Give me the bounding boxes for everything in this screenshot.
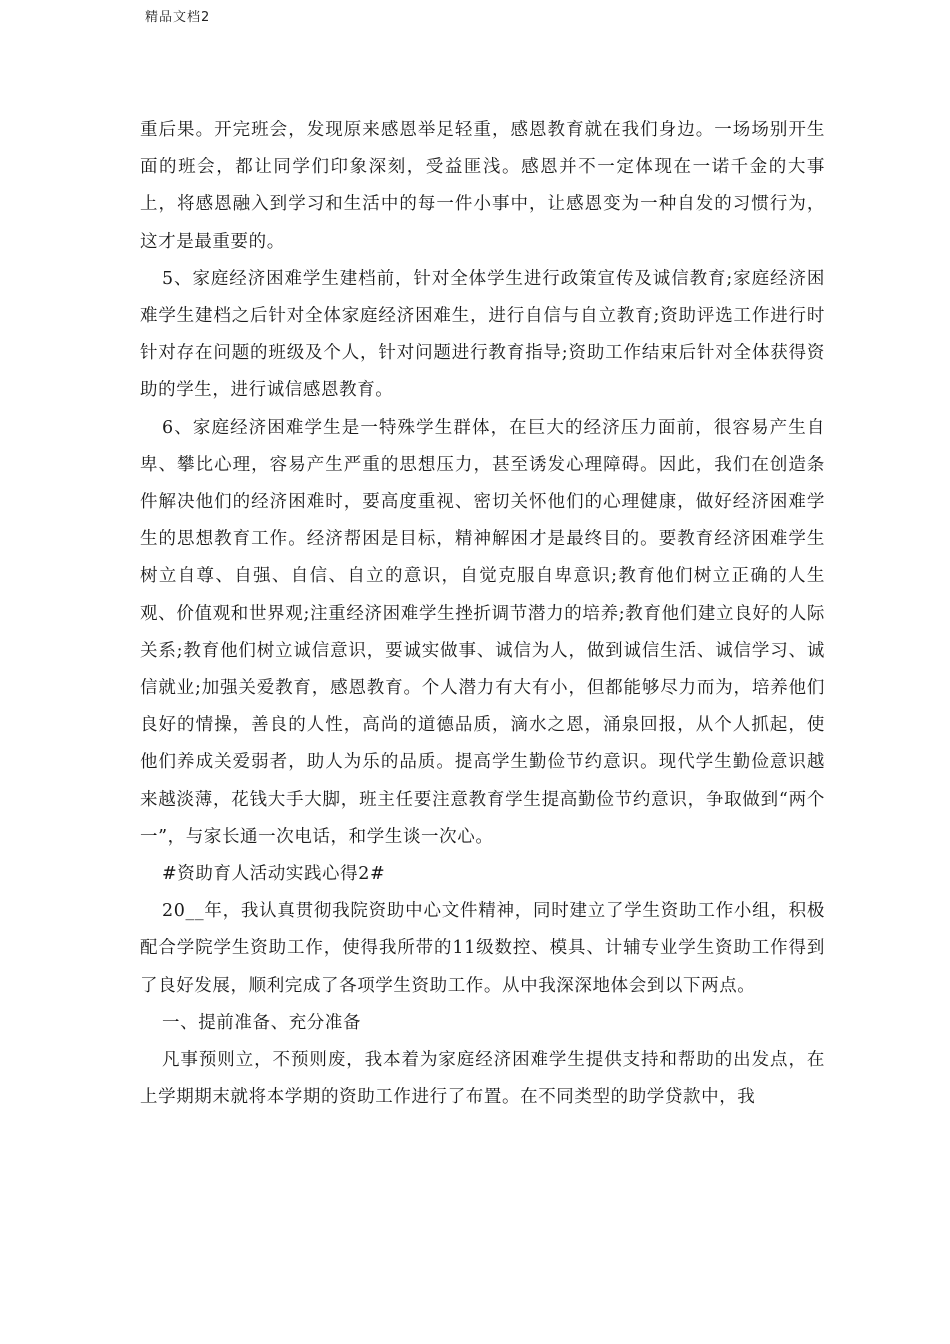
paragraph-intro: 20__年，我认真贯彻我院资助中心文件精神，同时建立了学生资助工作小组，积极配合学院学生资助工作，使得我所带的11级数控、模具、计辅专业学生资助工作得到了良好发展，顺利完成了各项学生资助工作。从中我深深地体会到以下两点。 (140, 901, 825, 996)
document-body (140, 112, 825, 1116)
subheading: 一、提前准备、充分准备 (162, 1012, 362, 1033)
paragraph-preparation: 凡事预则立，不预则废，我本着为家庭经济困难学生提供支持和帮助的出发点，在上学期期末就将本学期的资助工作进行了布置。在不同类型的助学贷款中，我 (140, 1050, 825, 1108)
paragraph-continuation: 重后果。开完班会，发现原来感恩举足轻重，感恩教育就在我们身边。一场场别开生面的班会，都让同学们印象深刻，受益匪浅。感恩并不一定体现在一诺千金的大事上，将感恩融入到学习和生活中的每一件小事中，让感恩变为一种自发的习惯行为，这才是最重要的。 (140, 120, 825, 252)
section-heading: #资助育人活动实践心得2# (162, 864, 386, 885)
paragraph-item-6: 6、家庭经济困难学生是一特殊学生群体，在巨大的经济压力面前，很容易产生自卑、攀比心理，容易产生严重的思想压力，甚至诱发心理障碍。因此，我们在创造条件解决他们的经济困难时，要高度重视、密切关怀他们的心理健康，做好经济困难学生的思想教育工作。经济帮困是目标，精神解困才是最终目的。要教育经济困难学生树立自尊、自强、自信、自立的意识，自觉克服自卑意识;教育他们树立正确的人生观、价值观和世界观;注重经济困难学生挫折调节潜力的培养;教育他们建立良好的人际关系;教育他们树立诚信意识，要诚实做事、诚信为人，做到诚信生活、诚信学习、诚信就业;加强关爱教育，感恩教育。个人潜力有大有小，但都能够尽力而为，培养他们良好的情操，善良的人性，高尚的道德品质，滴水之恩，涌泉回报，从个人抓起，使他们养成关爱弱者，助人为乐的品质。提高学生勤俭节约意识。现代学生勤俭意识越来越淡薄，花钱大手大脚，班主任要注意教育学生提高勤俭节约意识，争取做到“两个一”，与家长通一次电话，和学生谈一次心。 (140, 417, 825, 847)
paragraph-item-5: 5、家庭经济困难学生建档前，针对全体学生进行政策宣传及诚信教育;家庭经济困难学生建档之后针对全体家庭经济困难生，进行自信与自立教育;资助评选工作进行时针对存在问题的班级及个人，针对问题进行教育指导;资助工作结束后针对全体获得资助的学生，进行诚信感恩教育。 (140, 268, 825, 401)
page-header: 精品文档2 (145, 10, 211, 25)
